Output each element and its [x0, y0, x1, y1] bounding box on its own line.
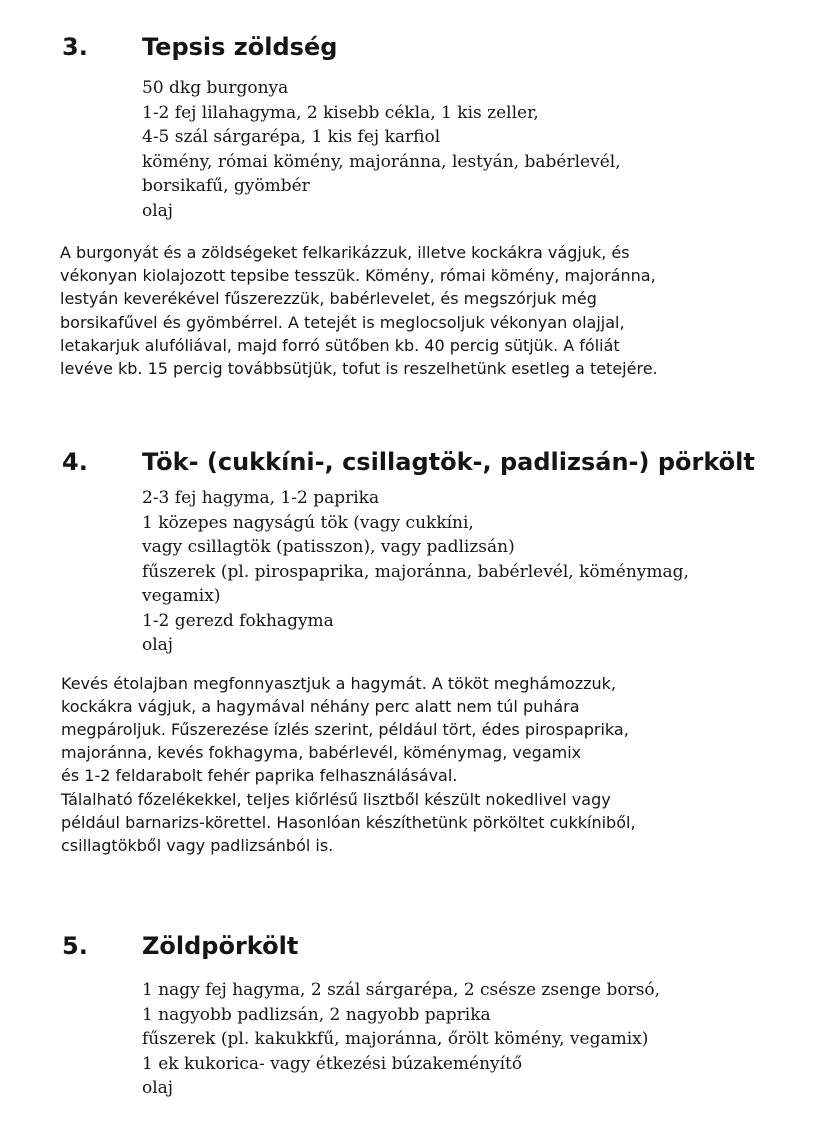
ingredient-line: olaj — [142, 200, 174, 221]
ingredient-line: kömény, római kömény, majoránna, lestyán, babérlevél, — [142, 151, 621, 172]
recipe-header — [62, 929, 782, 963]
ingredient-line: 4-5 szál sárgarépa, 1 kis fej karfiol — [142, 127, 441, 147]
ingredient-line: 1-2 gerezd fokhagyma — [142, 610, 334, 631]
ingredient-line: olaj — [142, 1078, 174, 1098]
method-line: például barnarizs-körettel. Hasonlóan készíthetünk pörköltet cukkíniből, — [61, 812, 636, 832]
recipe-number: 4. — [62, 448, 88, 476]
ingredient-line: 1 közepes nagyságú tök (vagy cukkíni, — [142, 512, 474, 533]
method-line: csillagtökből vagy padlizsánból is. — [61, 835, 334, 855]
method-line: majoránna, kevés fokhagyma, babérlevél, köménymag, vegamix — [61, 743, 582, 763]
recipe-number: 3. — [62, 33, 88, 61]
ingredient-line: vagy csillagtök (patisszon), vagy padlizsán) — [142, 537, 515, 557]
recipe-4 — [62, 445, 782, 857]
ingredient-line: 1 nagy fej hagyma, 2 szál sárgarépa, 2 csésze zsenge borsó, — [142, 980, 661, 1000]
ingredient-list — [62, 978, 782, 1101]
ingredient-line: vegamix) — [142, 586, 221, 606]
recipe-method — [60, 241, 782, 380]
method-line: és 1-2 feldarabolt fehér paprika felhasználásával. — [61, 766, 458, 786]
method-line: Tálalható főzelékekkel, teljes kiőrlésű lisztből készült nokedlivel vagy — [61, 789, 611, 809]
ingredient-line: olaj — [142, 635, 174, 655]
ingredient-line: 1 ek kukorica- vagy étkezési búzakeményítő — [142, 1053, 523, 1074]
recipe-5 — [62, 929, 782, 1101]
recipe-header — [62, 30, 782, 64]
method-line: vékonyan kiolajozott tepsibe tesszük. Kömény, római kömény, majoránna, — [60, 266, 656, 286]
method-line: lestyán keverékével fűszerezzük, babérlevelet, és megszórjuk még — [60, 289, 597, 309]
method-line: kockákra vágjuk, a hagymával néhány perc alatt nem túl puhára — [61, 696, 580, 716]
ingredient-line: 50 dkg burgonya — [142, 78, 289, 98]
method-line: Kevés étolajban megfonnyasztjuk a hagymát. A tököt meghámozzuk, — [61, 673, 616, 693]
ingredient-line: fűszerek (pl. kakukkfű, majoránna, őrölt kömény, vegamix) — [142, 1029, 649, 1049]
method-line: A burgonyát és a zöldségeket felkarikázzuk, illetve kockákra vágjuk, és — [60, 243, 630, 262]
recipe-title: Tök- (cukkíni-, csillagtök-, padlizsán-) pörkölt — [142, 448, 755, 476]
ingredient-line: borsikafű, gyömbér — [142, 176, 310, 196]
ingredient-line: fűszerek (pl. pirospaprika, majoránna, babérlevél, köménymag, — [142, 561, 689, 582]
ingredient-list — [62, 76, 782, 223]
recipe-title: Tepsis zöldség — [142, 33, 338, 61]
method-line: letakarjuk alufóliával, majd forró sütőben kb. 40 percig sütjük. A fóliát — [60, 335, 620, 355]
ingredient-line: 1 nagyobb padlizsán, 2 nagyobb paprika — [142, 1004, 491, 1025]
recipe-title: Zöldpörkölt — [142, 932, 299, 960]
recipe-header — [62, 445, 782, 479]
recipe-number: 5. — [62, 932, 88, 960]
ingredient-line: 2-3 fej hagyma, 1-2 paprika — [142, 488, 380, 508]
method-line: borsikafűvel és gyömbérrel. A tetejét is meglocsoljuk vékonyan olajjal, — [60, 312, 625, 332]
ingredient-line: 1-2 fej lilahagyma, 2 kisebb cékla, 1 kis zeller, — [142, 102, 539, 123]
recipe-method — [61, 672, 782, 858]
recipe-3 — [62, 30, 782, 380]
method-line: megpároljuk. Fűszerezése ízlés szerint, például tört, édes pirospaprika, — [61, 719, 629, 739]
method-line: levéve kb. 15 percig továbbsütjük, tofut is reszelhetünk esetleg a tetejére. — [60, 359, 658, 379]
ingredient-list — [62, 486, 782, 658]
